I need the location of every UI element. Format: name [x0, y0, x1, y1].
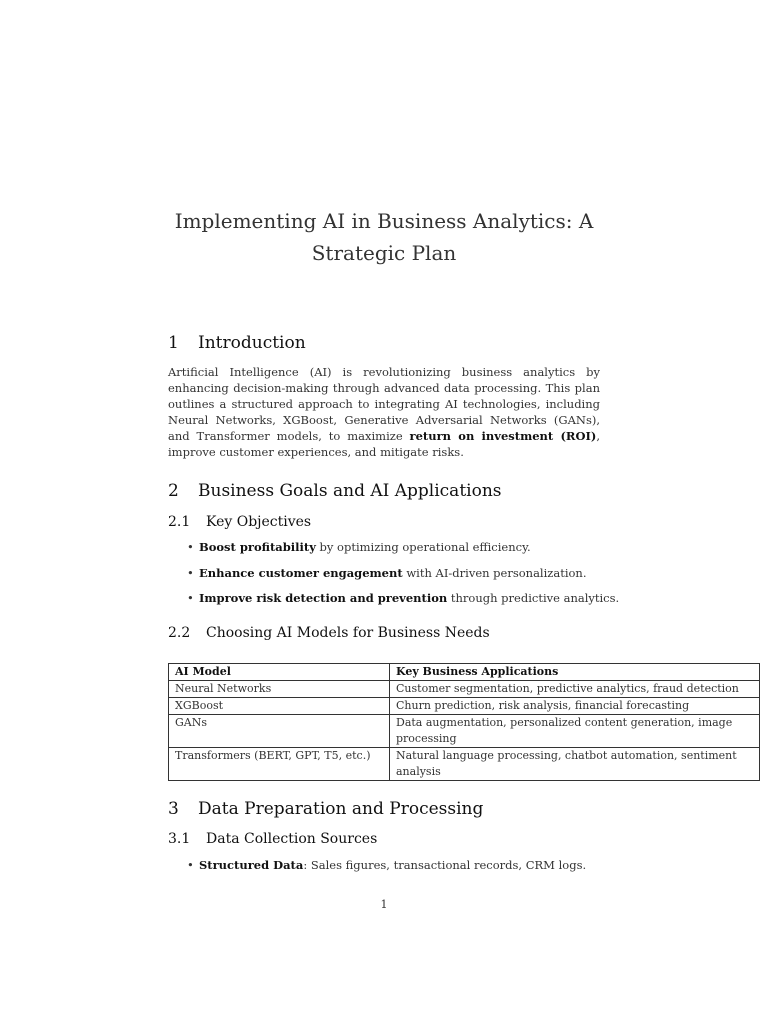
- bullet-marker: •: [187, 540, 194, 554]
- document-title: Implementing AI in Business Analytics: A Strategic Plan: [174, 209, 594, 265]
- subsection-heading-key-objectives: [168, 514, 311, 530]
- objective-text: by optimizing operational efficiency.: [315, 540, 531, 554]
- table-cell-applications: Customer segmentation, predictive analytics, fraud detection: [390, 681, 760, 698]
- data-source-text: : Sales figures, transactional records, CRM logs.: [303, 858, 587, 872]
- data-source-bold: Structured Data: [199, 858, 304, 872]
- table-row: [169, 715, 760, 748]
- section-number: 3: [168, 799, 179, 819]
- list-item-objective: [187, 590, 619, 606]
- list-item-data-source: [187, 857, 586, 873]
- section-number: 1: [168, 333, 179, 353]
- section-title: Data Preparation and Processing: [198, 799, 484, 819]
- table-cell-applications: Churn prediction, risk analysis, financial forecasting: [390, 698, 760, 715]
- page-number: 1: [380, 898, 388, 911]
- objective-bold: Improve risk detection and prevention: [199, 591, 448, 605]
- subsection-title: Data Collection Sources: [206, 831, 378, 847]
- subsection-title: Choosing AI Models for Business Needs: [206, 625, 490, 641]
- table-cell-model: XGBoost: [169, 698, 390, 715]
- objective-text: through predictive analytics.: [447, 591, 620, 605]
- bullet-marker: •: [187, 566, 194, 580]
- subsection-heading-choosing-models: [168, 625, 490, 641]
- objective-bold: Enhance customer engagement: [199, 566, 403, 580]
- section-heading-business-goals: [168, 481, 502, 501]
- list-item-objective: [187, 565, 587, 581]
- subsection-heading-data-sources: [168, 831, 377, 847]
- list-item-objective: [187, 539, 531, 555]
- table-cell-applications: Natural language processing, chatbot automation, sentiment analysis: [390, 748, 760, 781]
- table-row: [169, 748, 760, 781]
- table-cell-applications: Data augmentation, personalized content generation, image processing: [390, 715, 760, 748]
- table-row: [169, 681, 760, 698]
- column-header-applications: Key Business Applications: [390, 664, 760, 681]
- subsection-number: 2.2: [168, 625, 191, 641]
- intro-text-end: , improve customer experiences, and mitigate risks.: [168, 429, 600, 459]
- table-cell-model: Transformers (BERT, GPT, T5, etc.): [169, 748, 390, 781]
- table-cell-model: Neural Networks: [169, 681, 390, 698]
- subsection-number: 2.1: [168, 514, 191, 530]
- intro-paragraph: [168, 364, 600, 460]
- objective-bold: Boost profitability: [199, 540, 316, 554]
- section-number: 2: [168, 481, 179, 501]
- intro-text-start: Artificial Intelligence (AI) is revolutionizing business analytics by enhancing decision-making through advanced data processing. This plan outlines a structured approach to integrating AI technologies, including Neural Networks, XGBoost, Generative Adversarial Networks (GANs), and Transformer models, to maximize: [168, 365, 600, 443]
- subsection-title: Key Objectives: [206, 514, 312, 530]
- ai-models-table: [168, 663, 760, 781]
- section-title: Business Goals and AI Applications: [198, 481, 502, 501]
- column-header-ai-model: AI Model: [169, 664, 390, 681]
- table-header-row: [169, 664, 760, 681]
- intro-roi-bold: return on investment (ROI): [409, 429, 597, 443]
- subsection-number: 3.1: [168, 831, 191, 847]
- section-heading-introduction: [168, 333, 306, 353]
- table-cell-model: GANs: [169, 715, 390, 748]
- section-heading-data-preparation: [168, 799, 483, 819]
- objective-text: with AI-driven personalization.: [402, 566, 587, 580]
- section-title: Introduction: [198, 333, 306, 353]
- bullet-marker: •: [187, 858, 194, 872]
- table-row: [169, 698, 760, 715]
- bullet-marker: •: [187, 591, 194, 605]
